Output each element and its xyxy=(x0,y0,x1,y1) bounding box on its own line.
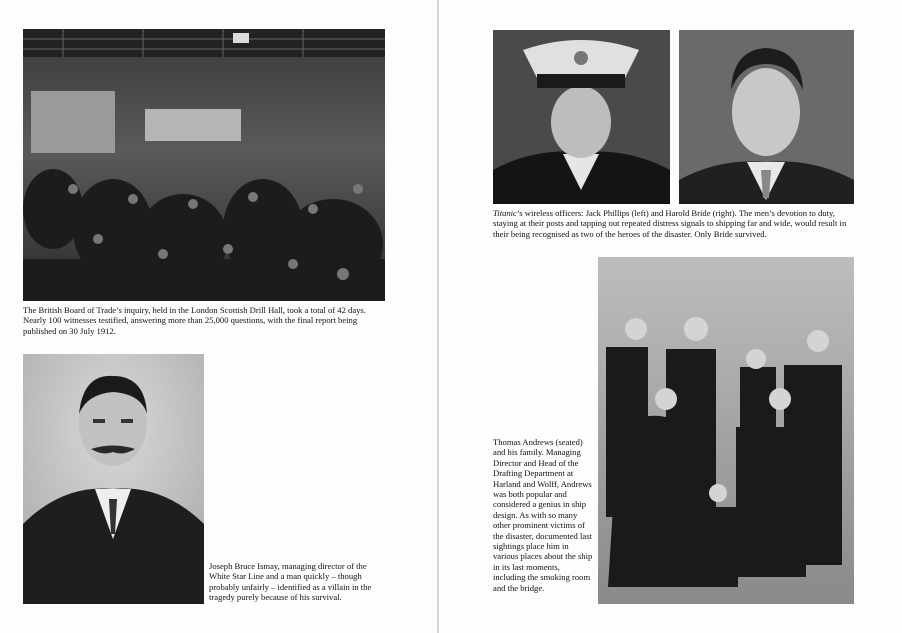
andrews-caption: Thomas Andrews (seated) and his family. Managing Director and Head of the Drafting Department at Harland and Wolff, Andrews was both popular and considered a genius in ship design. As with so many other prominent victims of the disaster, documented last sightings place him in various places about the ship in its last moments, including the smoking room and the bridge. xyxy=(493,437,593,593)
ismay-caption: Joseph Bruce Ismay, managing director of the White Star Line and a man quickly – though probably unfairly – identified as a villain in the tragedy purely because of his survival. xyxy=(209,561,372,603)
andrews-family-photo xyxy=(598,257,854,604)
wireless-officers-caption xyxy=(493,208,854,239)
bride-portrait-photo xyxy=(679,30,854,204)
ship-name-italic: Titanic xyxy=(493,208,517,218)
ismay-portrait-photo xyxy=(23,354,204,604)
wireless-caption-text: ’s wireless officers: Jack Phillips (left) and Harold Bride (right). The men’s devotion to duty, staying at their posts and tapping out repeated distress signals to shipping far and wide, would result in their being recognised as two of the heroes of the disaster. Only Bride survived. xyxy=(493,208,847,239)
inquiry-hall-photo xyxy=(23,29,385,301)
page-gutter xyxy=(437,0,439,633)
phillips-portrait-photo xyxy=(493,30,670,204)
inquiry-caption: The British Board of Trade’s inquiry, held in the London Scottish Drill Hall, took a total of 42 days. Nearly 100 witnesses testified, answering more than 25,000 questions, with the final report being published on 30 July 1912. xyxy=(23,305,366,336)
